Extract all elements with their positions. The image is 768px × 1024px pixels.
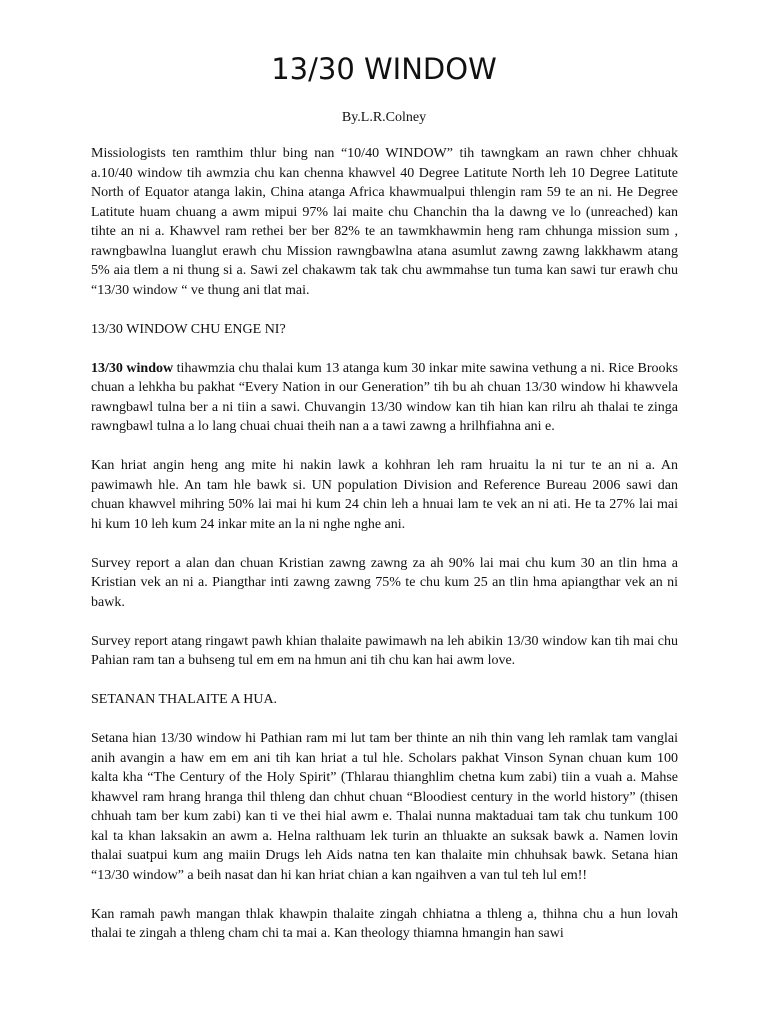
paragraph-population: Kan hriat angin heng ang mite hi nakin lawk a kohhran leh ram hruaitu la ni tur te an ni a. An pawimawh hle. An tam hle bawk si. UN population Division and Reference Bureau 2006 sawi dan chuan khawvel mihring 50% lai mai hi kum 24 chin leh a hnuai lam te vek an ni ati. He ta 27% lai mai hi kum 10 leh kum 24 inkar mite an la ni nghe nghe ani. [91, 458, 678, 532]
section-heading-satan: SETANAN THALAITE A HUA. [91, 692, 278, 707]
paragraph-definition [91, 359, 678, 437]
author-byline: By.L.R.Colney [341, 110, 427, 125]
paragraph-survey-conclusion: Survey report atang ringawt pawh khian thalaite pawimawh na leh abikin 13/30 window kan tih mai chu Pahian ram tan a buhseng tul em em na hmun ani tih chu kan hai awm love. [91, 633, 678, 668]
paragraph-intro: Missiologists ten ramthim thlur bing nan “10/40 WINDOW” tih tawngkam an rawn chher chhuak a.10/40 window tih awmzia chu kan chenna khawvel 40 Degree Latitute North leh 10 Degree Latitute North of Equator atanga lakin, China atanga Africa khawmualpui thlengin ram 59 te an ni. He Degree Latitute huam chuang a awm mipui 97% lai maite chu Chanchin tha la dawng ve lo (unreached) kan tihte an ni a. Khawvel ram rethei ber ber 82% te an tawmkhawmin heng ram chhunga mission sum , rawngbawlna luanglut erawh chu Mission rawngbawlna atana asumlut zawng zawng lakkhawm atang 5% aia tlem a ni thung si a. Sawi zel chakawm tak tak chu awmmahse tun tuma kan sawi tur erawh chu “13/30 window “ ve thung ani tlat mai. [91, 146, 678, 298]
paragraph-closing: Kan ramah pawh mangan thlak khawpin thalaite zingah chhiatna a thleng a, thihna chu a hun lovah thalai te zingah a thleng cham chi ta mai a. Kan theology thiamna hmangin han sawi [91, 906, 678, 941]
document-body [91, 144, 678, 963]
bold-term: 13/30 window [91, 360, 174, 376]
document-title: 13/30 WINDOW [271, 52, 497, 86]
section-heading-what-is: 13/30 WINDOW CHU ENGE NI? [91, 321, 286, 337]
paragraph-satan: Setana hian 13/30 window hi Pathian ram mi lut tam ber thinte an nih thin vang leh ramlak tam vanglai anih avangin a haw em em ani tih kan hriat a tul hle. Scholars pakhat Vinson Synan chuan kum 100 kalta kha “The Century of the Holy Spirit” (Thlarau thianghlim chetna kum zabi) tiin a vuah a. Mahse khawvel ram hrang hranga thil thleng dan chhut chuan “Bloodiest century in the world history” (thisen chhuah tam ber kum zabi) kan ti ve thei hial awm e. Thalai nunna maktaduai tam tak chu tunkum 100 kal ta khan laksakin an awm a. Helna ralthuam lek turin an thluakte an suksak bawk a. Namen lovin thalai suatpui kum ang maiin Drugs leh Aids natna ten kan thalaite min chhuhsak bawk. Setana hian “13/30 window” a beih nasat dan hi kan hriat chian a kan ngaihven a van tul teh lul em!! [91, 731, 678, 883]
paragraph-survey: Survey report a alan dan chuan Kristian zawng zawng za ah 90% lai mai chu kum 30 an tlin hma a Kristian vek an ni a. Piangthar inti zawng zawng 75% te chu kum 25 an tlin hma apiangthar vek an ni bawk. [91, 555, 678, 610]
paragraph-definition-text: tihawmzia chu thalai kum 13 atanga kum 30 inkar mite sawina vethung a ni. Rice Brooks chuan a lehkha bu pakhat “Every Nation in our Generation” tih bu ah chuan 13/30 window hi khawvela rawngbawl tulna ber a ni tiin a sawi. Chuvangin 13/30 window kan tih hian kan rilru ah thalai te zinga rawngbawl tulna a lo lang chuai chuai theih nan a a tawi zawng a hrilhfiahna ani e. [91, 360, 678, 434]
